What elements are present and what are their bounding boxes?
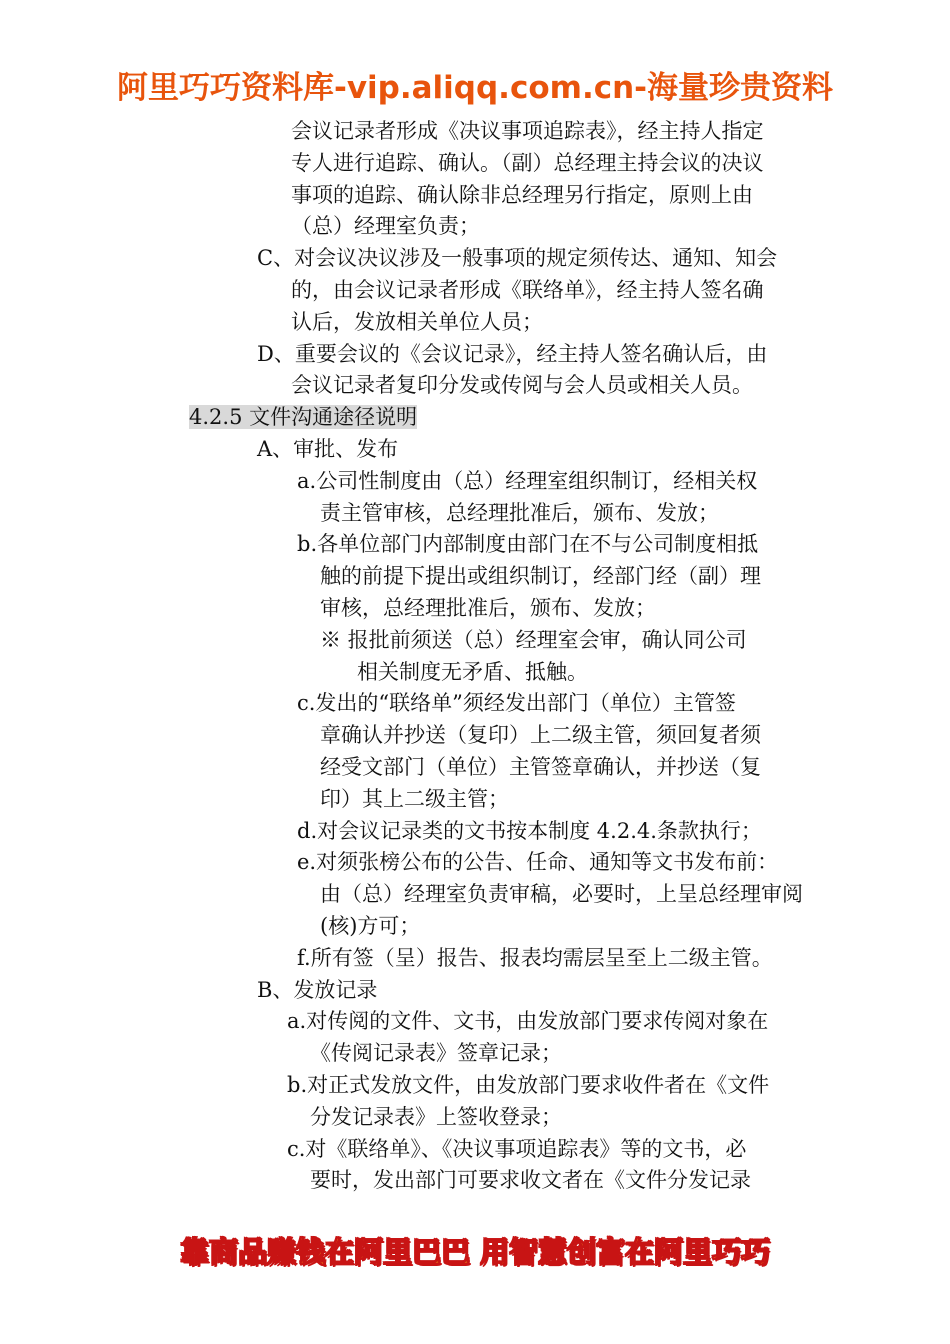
text-line: (核)方可；	[320, 913, 421, 938]
list-item-c: c.发出的“联络单”须经发出部门（单位）主管签	[297, 691, 736, 716]
text-line: 章确认并抄送（复印）上二级主管，须回复者须	[320, 723, 761, 748]
footer-banner: 靠商品赚钱在阿里巴巴 用智慧创富在阿里巧巧	[179, 1235, 771, 1269]
list-item-e: e.对须张榜公布的公告、任命、通知等文书发布前：	[297, 850, 779, 875]
subsection-b: B、发放记录	[257, 977, 378, 1002]
text-line: 要时，发出部门可要求收文者在《文件分发记录	[310, 1168, 751, 1193]
text-line: 事项的追踪、确认除非总经理另行指定，原则上由	[291, 182, 753, 207]
document-body	[0, 116, 950, 1197]
list-item-c: C、对会议决议涉及一般事项的规定须传达、通知、知会	[257, 246, 778, 271]
text-line: 触的前提下提出或组织制订，经部门经（副）理	[320, 564, 761, 589]
list-item-b: b.各单位部门内部制度由部门在不与公司制度相抵	[297, 532, 759, 557]
text-line: 会议记录者复印分发或传阅与会人员或相关人员。	[291, 373, 753, 398]
header-banner: 阿里巧巧资料库-vip.aliqq.com.cn-海量珍贵资料	[116, 70, 834, 106]
text-line: 经受文部门（单位）主管签章确认，并抄送（复	[320, 754, 761, 779]
text-line: （总）经理室负责；	[291, 214, 480, 239]
text-line: 认后，发放相关单位人员；	[291, 309, 543, 334]
text-line: 的，由会议记录者形成《联络单》，经主持人签名确	[291, 277, 764, 302]
note-line: ※ 报批前须送（总）经理室会审，确认同公司	[320, 627, 747, 652]
list-item-b: b.对正式发放文件，由发放部门要求收件者在《文件	[287, 1072, 770, 1097]
list-item-d: d.对会议记录类的文书按本制度 4.2.4.条款执行；	[297, 818, 762, 843]
section-heading-text: 4.2.5 文件沟通途径说明	[189, 405, 418, 430]
text-line: 责主管审核，总经理批准后，颁布、发放；	[320, 500, 719, 525]
list-item-d: D、重要会议的《会议记录》，经主持人签名确认后，由	[257, 341, 768, 366]
text-line: 分发记录表》上签收登录；	[310, 1104, 562, 1129]
section-heading	[189, 402, 950, 434]
text-line: 印）其上二级主管；	[320, 786, 509, 811]
text-line: 相关制度无矛盾、抵触。	[357, 659, 588, 684]
list-item-f: f.所有签（呈）报告、报表均需层呈至上二级主管。	[297, 945, 773, 970]
text-line: 审核，总经理批准后，颁布、发放；	[320, 595, 656, 620]
text-line: 由（总）经理室负责审稿，必要时，上呈总经理审阅	[320, 882, 803, 907]
list-item-a: a.对传阅的文件、文书，由发放部门要求传阅对象在	[287, 1009, 769, 1034]
text-line: 专人进行追踪、确认。（副）总经理主持会议的决议	[291, 150, 764, 175]
text-line: 《传阅记录表》签章记录；	[310, 1041, 562, 1066]
list-item-a: a.公司性制度由（总）经理室组织制订，经相关权	[297, 468, 758, 493]
subsection-a: A、审批、发布	[257, 436, 399, 461]
text-line: 会议记录者形成《决议事项追踪表》，经主持人指定	[291, 119, 764, 143]
list-item-c: c.对《联络单》、《决议事项追踪表》等的文书，必	[287, 1136, 747, 1161]
